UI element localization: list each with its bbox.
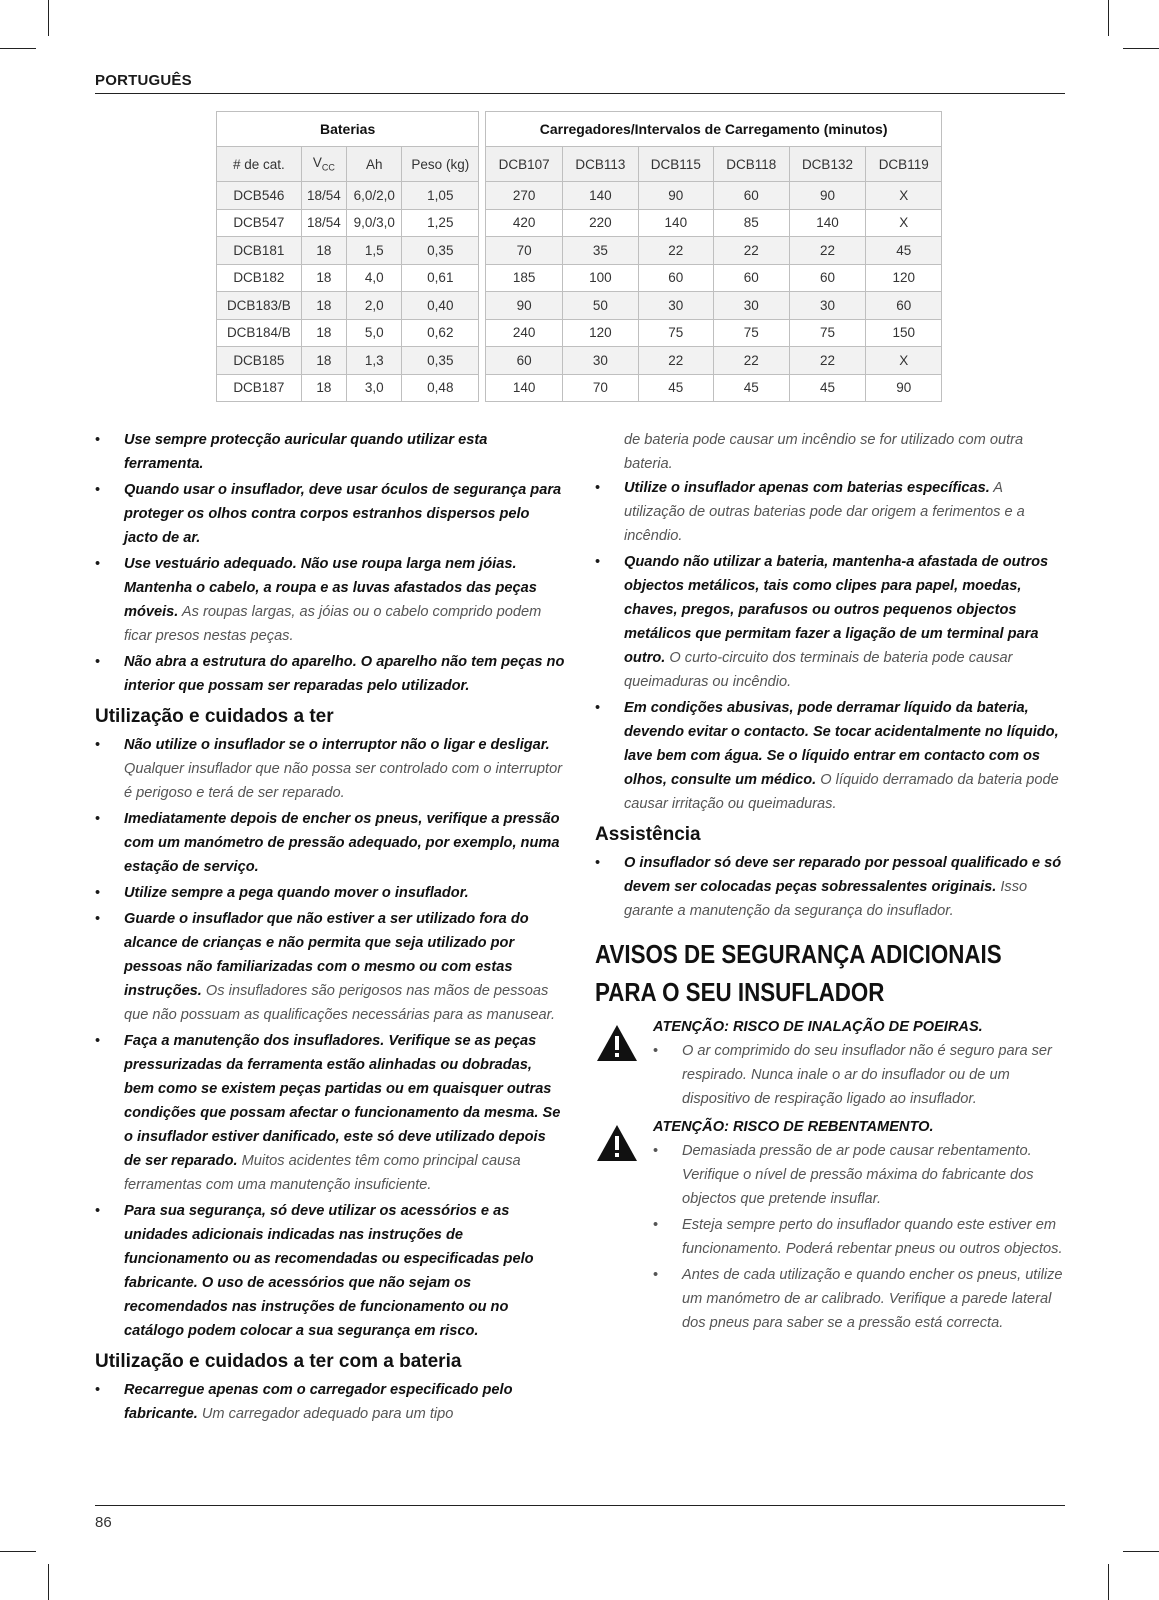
list-item xyxy=(95,1199,565,1343)
crop-mark xyxy=(0,48,36,49)
col-header-charger: DCB118 xyxy=(714,147,789,182)
page-number: 86 xyxy=(95,1514,112,1531)
table-cell: 18 xyxy=(301,237,346,265)
section-heading-assistance: Assistência xyxy=(595,824,701,845)
table-cell: 60 xyxy=(714,264,789,292)
table-cell: 22 xyxy=(638,237,713,265)
table-cell: 22 xyxy=(789,237,866,265)
table-cell: 18/54 xyxy=(301,182,346,210)
table-cell: 0,35 xyxy=(402,237,479,265)
table-cell: 60 xyxy=(866,292,942,320)
table-body xyxy=(217,182,942,402)
warning-burst xyxy=(595,1115,1065,1335)
list-item xyxy=(95,733,565,805)
language-header: PORTUGUÊS xyxy=(95,72,192,89)
table-cell: 140 xyxy=(638,209,713,237)
bullet-light: Muitos acidentes têm como principal causa ferramentas com uma manutenção insuficiente. xyxy=(124,1153,521,1193)
table-cell: X xyxy=(866,209,942,237)
section-heading-battery: Utilização e cuidados a ter com a bateria xyxy=(95,1351,462,1372)
table-cell: 90 xyxy=(486,292,563,320)
table-cell: DCB547 xyxy=(217,209,302,237)
bullet-bold: Utilize o insuflador apenas com baterias específicas. xyxy=(624,480,990,496)
table-cell: 0,62 xyxy=(402,319,479,347)
table-cell: DCB184/B xyxy=(217,319,302,347)
bullet-bold: Em condições abusivas, pode derramar líquido da bateria, devendo evitar o contacto. Se tocar acidentalmente no líquido, lave bem com água. Se o líquido entrar em contacto com os olhos, consulte um médico. xyxy=(624,700,1059,788)
table-cell: 420 xyxy=(486,209,563,237)
table-cell: 22 xyxy=(789,347,866,375)
table-cell: DCB187 xyxy=(217,374,302,402)
table-cell: 50 xyxy=(563,292,638,320)
list-item xyxy=(595,550,1065,694)
table-cell: 1,5 xyxy=(347,237,402,265)
table-cell: 18 xyxy=(301,264,346,292)
table-cell: 150 xyxy=(866,319,942,347)
right-column xyxy=(595,428,1065,1337)
table-cell: 60 xyxy=(638,264,713,292)
table-cell: 75 xyxy=(638,319,713,347)
list-item xyxy=(95,907,565,1027)
table-row xyxy=(217,292,942,320)
list-item xyxy=(95,478,565,550)
footer-divider xyxy=(95,1505,1065,1506)
table-gap xyxy=(479,182,486,210)
table-gap xyxy=(479,147,486,182)
table-cell: 4,0 xyxy=(347,264,402,292)
table-cell: 140 xyxy=(563,182,638,210)
voltage-label: V xyxy=(312,155,322,171)
table-cell: 60 xyxy=(714,182,789,210)
table-gap xyxy=(479,347,486,375)
voltage-subscript: CC xyxy=(321,162,335,173)
bullet-light: As roupas largas, as jóias ou o cabelo comprido podem ficar presos nestas peças. xyxy=(124,604,542,644)
table-cell: 0,40 xyxy=(402,292,479,320)
additional-safety-heading: AVISOS DE SEGURANÇA ADICIONAIS PARA O SEU INSUFLADOR xyxy=(595,939,1002,1007)
table-cell: 0,35 xyxy=(402,347,479,375)
col-header-charger: DCB119 xyxy=(866,147,942,182)
table-cell: 5,0 xyxy=(347,319,402,347)
list-item xyxy=(95,552,565,648)
table-cell: 35 xyxy=(563,237,638,265)
warning-list xyxy=(653,1039,1065,1111)
warning-list xyxy=(653,1139,1065,1335)
table-gap xyxy=(479,374,486,402)
table-cell: 75 xyxy=(714,319,789,347)
table-cell: 45 xyxy=(714,374,789,402)
table-cell: 90 xyxy=(866,374,942,402)
bullet-light: Qualquer insuflador que não possa ser controlado com o interruptor é perigoso e terá de ser reparado. xyxy=(124,761,563,801)
list-item xyxy=(95,428,565,476)
continued-text: de bateria pode causar um incêndio se for utilizado com outra bateria. xyxy=(624,432,1024,472)
table-cell: 90 xyxy=(638,182,713,210)
use-list xyxy=(95,733,565,1343)
list-item xyxy=(595,851,1065,923)
warning-icon xyxy=(595,1023,639,1063)
assistance-list xyxy=(595,851,1065,923)
bullet-bold: Não utilize o insuflador se o interruptor não o ligar e desligar. xyxy=(124,737,550,753)
table-row xyxy=(217,237,942,265)
bullet-bold: Use sempre protecção auricular quando utilizar esta ferramenta. xyxy=(124,432,488,472)
table-row xyxy=(217,374,942,402)
col-header-ah: Ah xyxy=(347,147,402,182)
table-cell: 9,0/3,0 xyxy=(347,209,402,237)
table-cell: 30 xyxy=(714,292,789,320)
table-gap xyxy=(479,264,486,292)
table-row xyxy=(217,264,942,292)
header-divider xyxy=(95,93,1065,94)
table-cell: 22 xyxy=(714,237,789,265)
table-cell: 18/54 xyxy=(301,209,346,237)
table-gap xyxy=(479,292,486,320)
table-gap xyxy=(479,112,486,147)
bullet-bold: Recarregue apenas com o carregador especificado pelo fabricante. xyxy=(124,1382,513,1422)
battery-list xyxy=(95,1378,565,1426)
table-cell: 60 xyxy=(789,264,866,292)
table-cell: 3,0 xyxy=(347,374,402,402)
bullet-bold: Quando não utilizar a bateria, mantenha-a afastada de outros objectos metálicos, tais como clipes para papel, moedas, chaves, pregos, parafusos ou outros pequenos objectos metálicos que permitam fazer a ligação de um terminal para outro. xyxy=(624,554,1049,666)
table-cell: 60 xyxy=(486,347,563,375)
table-cell: 1,3 xyxy=(347,347,402,375)
bullet-light: Os insufladores são perigosos nas mãos de pessoas que não possuam as qualificações necessárias para as manusear. xyxy=(124,983,556,1023)
list-item: • Antes de cada utilização e quando encher os pneus, utilize um manómetro de ar calibrado. Verifique a parede lateral dos pneus para saber se a pressão está correcta. xyxy=(653,1263,1065,1335)
table-cell: 22 xyxy=(638,347,713,375)
table-cell: 18 xyxy=(301,374,346,402)
list-item xyxy=(595,476,1065,548)
table-cell: 18 xyxy=(301,347,346,375)
table-cell: X xyxy=(866,182,942,210)
table-cell: 185 xyxy=(486,264,563,292)
crop-mark xyxy=(48,1564,49,1600)
list-item xyxy=(95,881,565,905)
col-header-weight: Peso (kg) xyxy=(402,147,479,182)
bullet-bold: Imediatamente depois de encher os pneus, verifique a pressão com um manómetro de pressão adequado, por exemplo, numa estação de serviço. xyxy=(124,811,560,875)
col-header-cat: # de cat. xyxy=(217,147,302,182)
table-row xyxy=(217,182,942,210)
table-cell: DCB546 xyxy=(217,182,302,210)
crop-mark xyxy=(1123,1551,1159,1552)
battery-charger-table xyxy=(216,111,942,402)
table-cell: 45 xyxy=(866,237,942,265)
bullet-bold: Utilize sempre a pega quando mover o insuflador. xyxy=(124,885,469,901)
table-cell: 90 xyxy=(789,182,866,210)
table-cell: 240 xyxy=(486,319,563,347)
crop-mark xyxy=(1108,1564,1109,1600)
battery-list-continued xyxy=(595,476,1065,816)
col-header-charger: DCB113 xyxy=(563,147,638,182)
table-gap xyxy=(479,319,486,347)
list-item xyxy=(95,1029,565,1197)
table-cell: 140 xyxy=(486,374,563,402)
table-cell: 70 xyxy=(563,374,638,402)
table-cell: 120 xyxy=(866,264,942,292)
bullet-bold: Guarde o insuflador que não estiver a ser utilizado fora do alcance de crianças e não permita que seja utilizado por pessoas não familiarizadas com o mesmo ou com estas instruções. xyxy=(124,911,529,999)
list-item xyxy=(595,696,1065,816)
bullet-bold: Use vestuário adequado. Não use roupa larga nem jóias. Mantenha o cabelo, a roupa e as luvas afastados das peças móveis. xyxy=(124,556,537,620)
list-item: • Esteja sempre perto do insuflador quando este estiver em funcionamento. Poderá rebentar pneus ou outros objectos. xyxy=(653,1213,1065,1261)
bullet-bold: Não abra a estrutura do aparelho. O aparelho não tem peças no interior que possam ser reparadas pelo utilizador. xyxy=(124,654,565,694)
list-item: • Demasiada pressão de ar pode causar rebentamento. Verifique o nível de pressão máxima do fabricante dos objectos que pretende insuflar. xyxy=(653,1139,1065,1211)
section-heading-use: Utilização e cuidados a ter xyxy=(95,706,334,727)
crop-mark xyxy=(0,1551,36,1552)
bullet-bold: Quando usar o insuflador, deve usar óculos de segurança para proteger os olhos contra corpos estranhos dispersos pelo jacto de ar. xyxy=(124,482,562,546)
table-cell: 30 xyxy=(638,292,713,320)
bullet-light: Um carregador adequado para um tipo xyxy=(197,1406,454,1422)
table-cell: 6,0/2,0 xyxy=(347,182,402,210)
table-gap xyxy=(479,237,486,265)
table-cell: 75 xyxy=(789,319,866,347)
table-cell: DCB183/B xyxy=(217,292,302,320)
table-cell: 45 xyxy=(789,374,866,402)
table-cell: 270 xyxy=(486,182,563,210)
warning-title: ATENÇÃO: RISCO DE REBENTAMENTO. xyxy=(653,1119,934,1135)
table-row xyxy=(217,209,942,237)
table-cell: 45 xyxy=(638,374,713,402)
table-cell: 1,05 xyxy=(402,182,479,210)
table-row xyxy=(217,347,942,375)
table-cell: 220 xyxy=(563,209,638,237)
table-cell: X xyxy=(866,347,942,375)
bullet-light: Isso garante a manutenção da segurança do insuflador. xyxy=(624,879,1028,919)
bullet-bold: Para sua segurança, só deve utilizar os acessórios e as unidades adicionais indicadas nas instruções de funcionamento ou as recomendadas ou especificadas pelo fabricante. O uso de acessórios que não sejam os recomendados nas instruções de funcionamento ou no catálogo podem colocar a sua segurança em risco. xyxy=(124,1203,534,1339)
table-cell: 18 xyxy=(301,292,346,320)
list-item xyxy=(95,807,565,879)
bullet-light: O líquido derramado da bateria pode causar irritação ou queimaduras. xyxy=(624,772,1059,812)
list-item xyxy=(95,1378,565,1426)
batteries-group-header: Baterias xyxy=(217,112,479,147)
table-cell: 0,61 xyxy=(402,264,479,292)
crop-mark xyxy=(48,0,49,36)
bullet-light: O curto-circuito dos terminais de bateria pode causar queimaduras ou incêndio. xyxy=(624,650,1013,690)
warning-icon xyxy=(595,1123,639,1163)
col-header-charger: DCB115 xyxy=(638,147,713,182)
col-header-charger: DCB132 xyxy=(789,147,866,182)
table-cell: DCB181 xyxy=(217,237,302,265)
table-cell: 85 xyxy=(714,209,789,237)
crop-mark xyxy=(1108,0,1109,36)
table-cell: 0,48 xyxy=(402,374,479,402)
table-cell: 2,0 xyxy=(347,292,402,320)
col-header-voltage xyxy=(301,147,346,182)
bullet-bold: O insuflador só deve ser reparado por pessoal qualificado e só devem ser colocadas peças sobressalentes originais. xyxy=(624,855,1062,895)
table-cell: 22 xyxy=(714,347,789,375)
table-cell: 100 xyxy=(563,264,638,292)
table-cell: 140 xyxy=(789,209,866,237)
chargers-group-header: Carregadores/Intervalos de Carregamento (minutos) xyxy=(486,112,942,147)
table-cell: 1,25 xyxy=(402,209,479,237)
safety-list xyxy=(95,428,565,698)
table-cell: 18 xyxy=(301,319,346,347)
warning-title: ATENÇÃO: RISCO DE INALAÇÃO DE POEIRAS. xyxy=(653,1019,983,1035)
bullet-light: A utilização de outras baterias pode dar origem a ferimentos e a incêndio. xyxy=(624,480,1025,544)
left-column xyxy=(95,428,565,1428)
list-item: • O ar comprimido do seu insuflador não é seguro para ser respirado. Nunca inale o ar do insuflador ou de um dispositivo de respiração ligado ao insuflador. xyxy=(653,1039,1065,1111)
table-row xyxy=(217,319,942,347)
table-cell: 30 xyxy=(563,347,638,375)
warning-dust xyxy=(595,1015,1065,1111)
bullet-bold: Faça a manutenção dos insufladores. Verifique se as peças pressurizadas da ferramenta estão alinhadas ou dobradas, bem como se existem peças partidas ou em quaisquer outras condições que possam afectar o funcionamento da mesma. Se o insuflador estiver danificado, este só deve utilizado depois de ser reparado. xyxy=(124,1033,561,1169)
table-cell: DCB185 xyxy=(217,347,302,375)
col-header-charger: DCB107 xyxy=(486,147,563,182)
list-item xyxy=(95,650,565,698)
table-cell: 120 xyxy=(563,319,638,347)
table-gap xyxy=(479,209,486,237)
table-cell: DCB182 xyxy=(217,264,302,292)
table-cell: 70 xyxy=(486,237,563,265)
crop-mark xyxy=(1123,48,1159,49)
table-cell: 30 xyxy=(789,292,866,320)
